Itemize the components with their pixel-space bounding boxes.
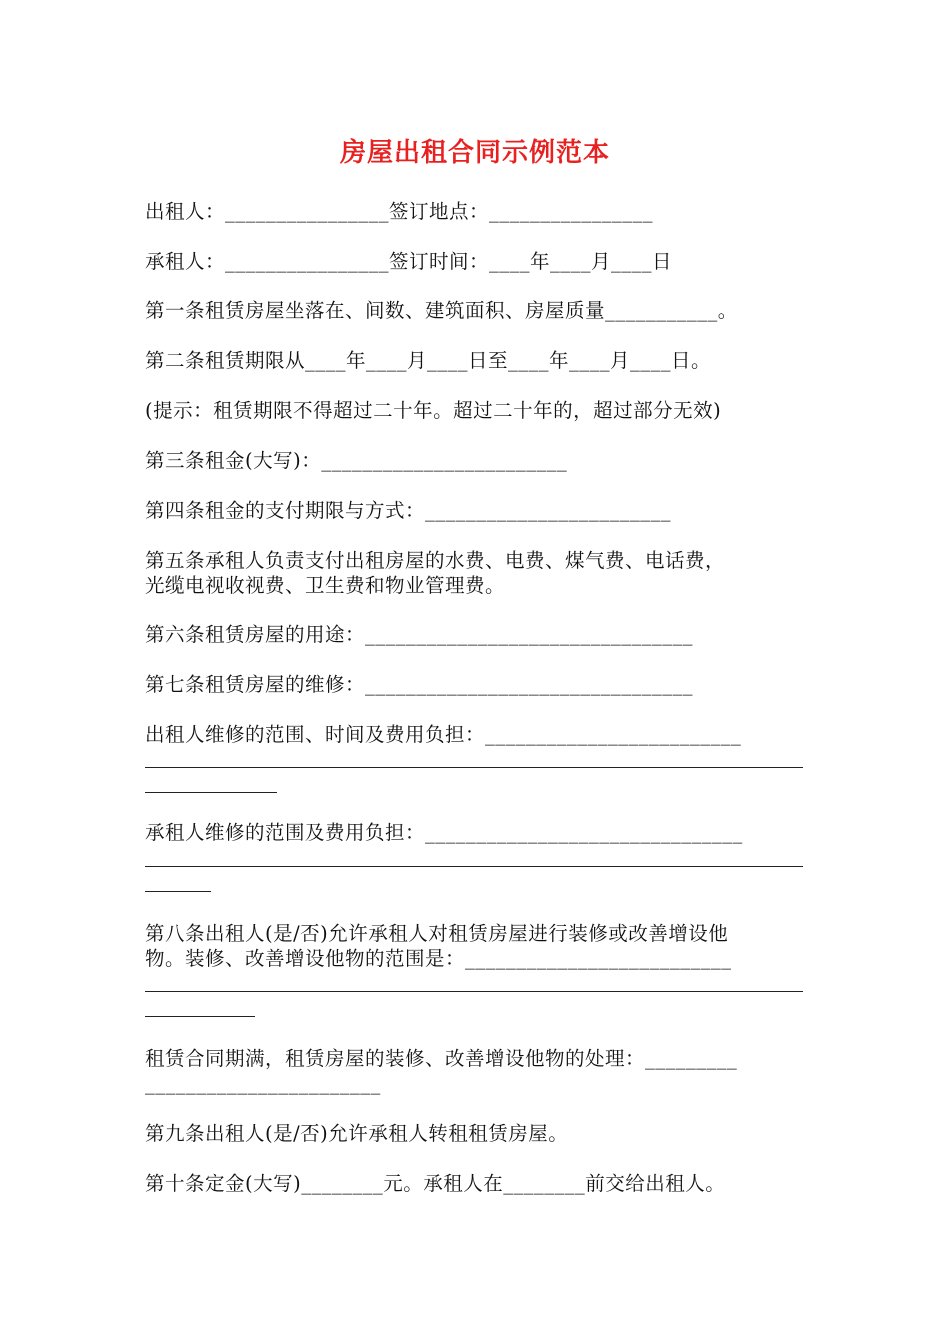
blank-rule [145, 767, 803, 768]
lessee-repair: 承租人维修的范围及费用负担：_______________________________ [145, 821, 743, 844]
blank-rule [145, 792, 277, 793]
blank-rule [145, 1016, 255, 1017]
article-9: 第九条出租人(是/否)允许承租人转租租赁房屋。 [145, 1122, 569, 1145]
article-7: 第七条租赁房屋的维修：________________________________ [145, 673, 694, 696]
lessee-line: 承租人：________________签订时间：____年____月____日 [145, 250, 673, 273]
blank-rule [145, 866, 803, 867]
article-10: 第十条定金(大写)________元。承租人在________前交给出租人。 [145, 1172, 726, 1195]
blank-rule [145, 891, 211, 892]
expiry-handling-continued: _______________________ [145, 1072, 381, 1095]
blank-rule [145, 991, 803, 992]
article-1: 第一条租赁房屋坐落在、间数、建筑面积、房屋质量___________。 [145, 299, 738, 322]
term-note: (提示：租赁期限不得超过二十年。超过二十年的，超过部分无效) [145, 399, 722, 422]
lessor-line: 出租人：________________签订地点：________________ [145, 200, 654, 223]
article-2: 第二条租赁期限从____年____月____日至____年____月____日。 [145, 349, 712, 372]
article-8-line-2: 物。装修、改善增设他物的范围是：__________________________ [145, 947, 732, 970]
lessor-repair: 出租人维修的范围、时间及费用负担：_________________________ [145, 723, 742, 746]
article-5-line-1: 第五条承租人负责支付出租房屋的水费、电费、煤气费、电话费， [145, 549, 726, 572]
article-4: 第四条租金的支付期限与方式：________________________ [145, 499, 672, 522]
article-5-line-2: 光缆电视收视费、卫生费和物业管理费。 [145, 574, 506, 597]
article-6: 第六条租赁房屋的用途：________________________________ [145, 623, 694, 646]
expiry-handling: 租赁合同期满，租赁房屋的装修、改善增设他物的处理：_________ [145, 1047, 738, 1070]
article-8-line-1: 第八条出租人(是/否)允许承租人对租赁房屋进行装修或改善增设他 [145, 922, 729, 945]
article-3: 第三条租金(大写)：________________________ [145, 449, 568, 472]
document-title: 房屋出租合同示例范本 [339, 138, 610, 168]
